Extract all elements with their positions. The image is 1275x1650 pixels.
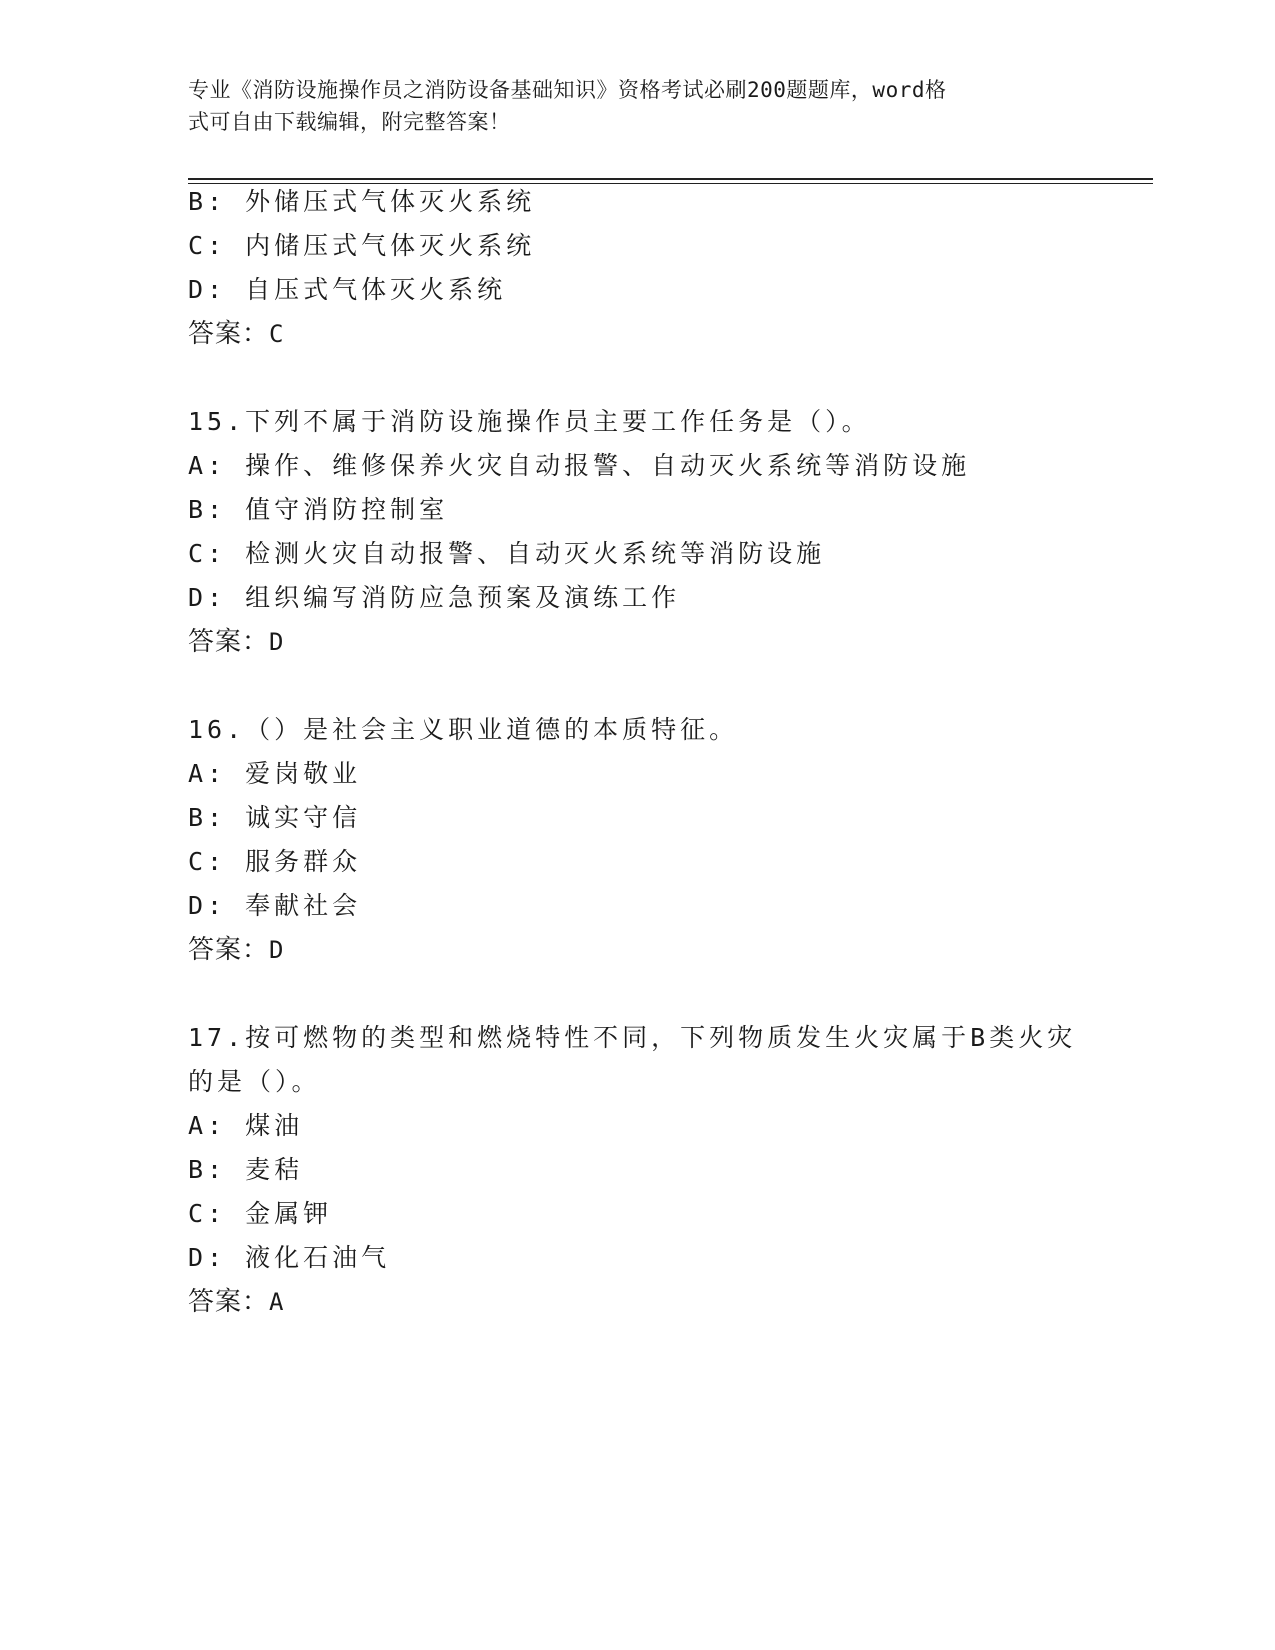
answer-value: D xyxy=(269,628,285,656)
header-line-1: 专业《消防设施操作员之消防设备基础知识》资格考试必刷200题题库，word格 xyxy=(188,78,947,102)
document-header xyxy=(188,74,1068,138)
question-stem: 15.下列不属于消防设施操作员主要工作任务是（）。 xyxy=(188,407,871,436)
option-d: D: 组织编写消防应急预案及演练工作 xyxy=(188,583,681,612)
answer-label: 答案： xyxy=(188,935,270,965)
option-a: A: 煤油 xyxy=(188,1111,304,1140)
option-c: C: 检测火灾自动报警、自动灭火系统等消防设施 xyxy=(188,539,826,568)
option-c: C: 服务群众 xyxy=(188,847,362,876)
answer-line xyxy=(188,318,284,350)
option-b: B: 值守消防控制室 xyxy=(188,495,449,524)
option-a: A: 爱岗敬业 xyxy=(188,759,362,788)
answer-line xyxy=(188,626,284,658)
option-d: D: 奉献社会 xyxy=(188,891,362,920)
option-b: B: 麦秸 xyxy=(188,1155,304,1184)
option-b: B: 外储压式气体灭火系统 xyxy=(188,187,536,216)
header-divider-thin xyxy=(188,183,1153,184)
question-stem-continued: 的是（）。 xyxy=(188,1067,321,1096)
answer-label: 答案： xyxy=(188,319,270,349)
answer-value: C xyxy=(269,320,285,348)
answer-label: 答案： xyxy=(188,627,270,657)
option-a: A: 操作、维修保养火灾自动报警、自动灭火系统等消防设施 xyxy=(188,451,971,480)
option-b: B: 诚实守信 xyxy=(188,803,362,832)
header-line-2: 式可自由下载编辑，附完整答案！ xyxy=(188,110,511,134)
answer-line xyxy=(188,1286,284,1318)
option-d: D: 自压式气体灭火系统 xyxy=(188,275,507,304)
question-stem: 16.（）是社会主义职业道德的本质特征。 xyxy=(188,715,739,744)
answer-value: D xyxy=(269,936,285,964)
answer-line xyxy=(188,934,284,966)
option-d: D: 液化石油气 xyxy=(188,1243,391,1272)
option-c: C: 内储压式气体灭火系统 xyxy=(188,231,536,260)
answer-label: 答案： xyxy=(188,1287,270,1317)
answer-value: A xyxy=(269,1288,285,1316)
header-divider-thick xyxy=(188,178,1153,180)
option-c: C: 金属钾 xyxy=(188,1199,333,1228)
question-stem: 17.按可燃物的类型和燃烧特性不同，下列物质发生火灾属于B类火灾 xyxy=(188,1023,1077,1052)
